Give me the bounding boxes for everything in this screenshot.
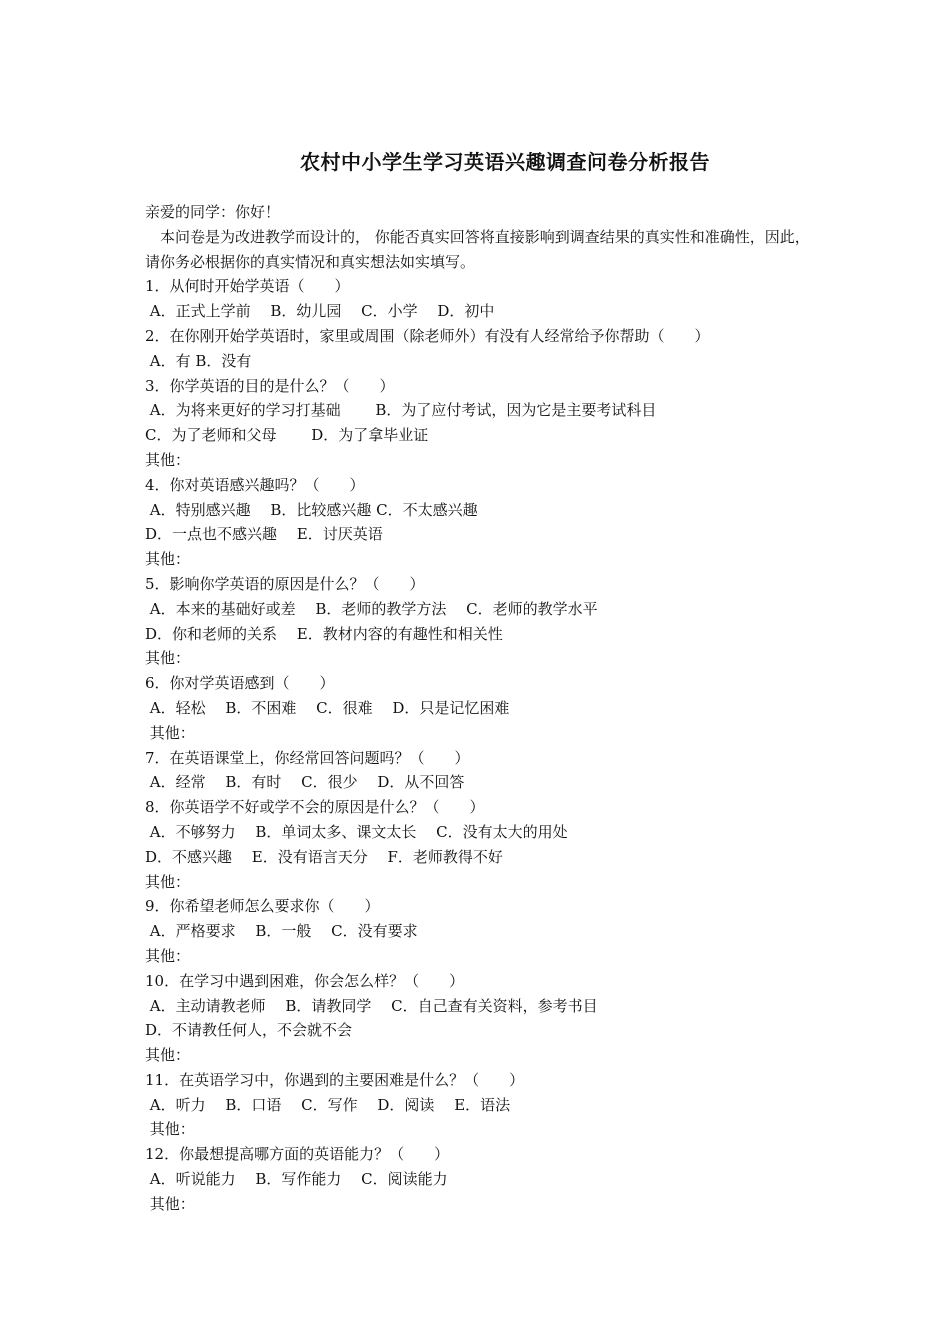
question-line: 其他： (145, 649, 191, 668)
question-line: 其他： (145, 723, 195, 742)
question-line: 1．从何时开始学英语（ ） (145, 277, 350, 296)
question-line: 其他： (145, 872, 191, 891)
question-line: A．特别感兴趣 B．比较感兴趣 C．不太感兴趣 (145, 500, 478, 519)
question-line: A．主动请教老师 B．请教同学 C．自己查有关资料，参考书目 (145, 996, 598, 1015)
intro-paragraph: 本问卷是为改进教学而设计的， 你能否真实回答将直接影响到调查结果的真实性和准确性，因此，请你务必根据你的真实情况和真实想法如实填写。 (145, 227, 810, 271)
question-line: A．听力 B．口语 C．写作 D．阅读 E．语法 (145, 1095, 511, 1114)
question-line: 7．在英语课堂上，你经常回答问题吗？（ ） (145, 748, 470, 767)
question-line: D．不感兴趣 E．没有语言天分 F．老师教得不好 (145, 847, 503, 866)
question-line: A．严格要求 B．一般 C．没有要求 (145, 922, 418, 941)
question-line: 其他： (145, 946, 191, 965)
question-line: A．本来的基础好或差 B．老师的教学方法 C．老师的教学水平 (145, 599, 598, 618)
question-line: 12．你最想提高哪方面的英语能力？（ ） (145, 1145, 450, 1164)
page-title: 农村中小学生学习英语兴趣调查问卷分析报告 (300, 150, 710, 174)
question-line: 8．你英语学不好或学不会的原因是什么？（ ） (145, 798, 485, 817)
question-line: 其他： (145, 1194, 195, 1213)
question-line: D．你和老师的关系 E．教材内容的有趣性和相关性 (145, 624, 503, 643)
question-line: 4．你对英语感兴趣吗？（ ） (145, 475, 365, 494)
question-line: 6．你对学英语感到（ ） (145, 674, 335, 693)
question-line: A．为将来更好的学习打基础 B．为了应付考试，因为它是主要考试科目 (145, 401, 657, 420)
question-line: A．听说能力 B．写作能力 C．阅读能力 (145, 1170, 448, 1189)
question-line: 其他： (145, 1046, 191, 1065)
question-line: 9．你希望老师怎么要求你（ ） (145, 897, 380, 916)
question-line: A．轻松 B．不困难 C．很难 D．只是记忆困难 (145, 698, 510, 717)
question-list (145, 274, 815, 1216)
question-line: 其他： (145, 450, 191, 469)
question-line: A．不够努力 B．单词太多、课文太长 C．没有太大的用处 (145, 822, 568, 841)
greeting: 亲爱的同学：你好！ (145, 203, 281, 221)
question-line: A．正式上学前 B．幼儿园 C．小学 D．初中 (145, 302, 495, 321)
question-line: C．为了老师和父母 D．为了拿毕业证 (145, 426, 429, 445)
question-line: 2．在你刚开始学英语时，家里或周围（除老师外）有没有人经常给予你帮助（ ） (145, 326, 710, 345)
question-line: 其他： (145, 1120, 195, 1139)
question-line: A．经常 B．有时 C．很少 D．从不回答 (145, 773, 465, 792)
question-line: 5．影响你学英语的原因是什么？（ ） (145, 574, 425, 593)
question-line: D．一点也不感兴趣 E．讨厌英语 (145, 525, 383, 544)
question-line: 3．你学英语的目的是什么？（ ） (145, 376, 395, 395)
question-line: 其他： (145, 550, 191, 569)
question-line: A．有 B．没有 (145, 351, 252, 370)
question-line: D．不请教任何人，不会就不会 (145, 1021, 353, 1040)
question-line: 11．在英语学习中，你遇到的主要困难是什么？（ ） (145, 1070, 525, 1089)
questionnaire-body (145, 200, 815, 1217)
question-line: 10．在学习中遇到困难，你会怎么样？（ ） (145, 971, 465, 990)
